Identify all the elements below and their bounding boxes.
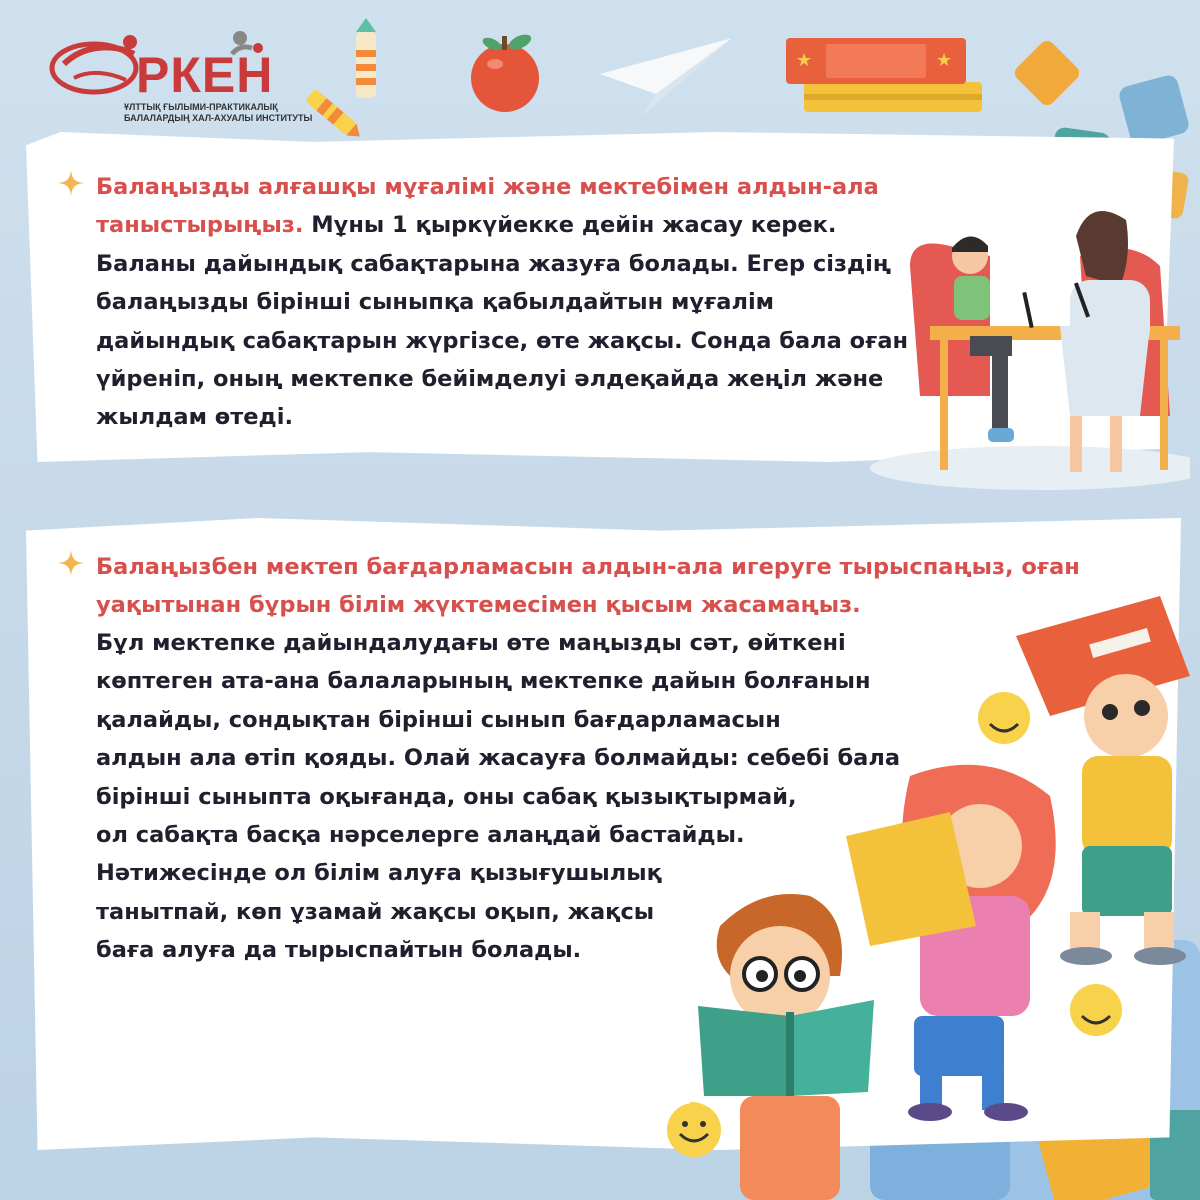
- crayon-icon: [346, 18, 386, 102]
- logo-emblem-icon: [44, 34, 144, 104]
- tip-2-line: танытпай, көп ұзамай жақсы оқып, жақсы: [96, 898, 655, 925]
- smiley-icon: [1070, 984, 1122, 1036]
- tip-2-line: баға алуға да тырыспайтын болады.: [96, 937, 582, 964]
- sparkle-star-icon: [58, 170, 84, 196]
- apple-icon: [462, 28, 548, 114]
- logo-title: РКЕН: [136, 47, 274, 103]
- tip-2-line: алдын ала өтіп қояды. Олай жасауға болмайды: себебі бала: [96, 745, 901, 772]
- smiley-icon: [664, 1100, 724, 1160]
- tip-2-line: ол сабақта басқа нәрселерге алаңдай бастайды.: [96, 822, 745, 849]
- sparkle-star-icon: [58, 550, 84, 576]
- institute-logo: [44, 28, 313, 128]
- tip-2-line: Бұл мектепке дайындалудағы өте маңызды сәт, өйткені: [96, 630, 846, 656]
- book-stack-icon: [786, 38, 986, 116]
- tip-1-body: Мұны 1 қыркүйекке дейін жасау керек. Баланы дайындық сабақтарына жазуға болады. Егер сіздің балаңызды бірінші сыныпқа қабылдайтын мұғалім дайындық сабақтарын жүргізсе, өте жақсы. Сонда бала оған үйреніп, оның мектепке бейімделуі әлдеқайда жеңіл және жылдам өтеді.: [96, 212, 909, 431]
- tip-2-heading: Балаңызбен мектеп бағдарламасын алдын-ала игеруге тырыспаңыз, оған уақытынан бұрын білім жүктемесімен қысым жасамаңыз.: [96, 554, 1080, 619]
- svg-text:★: ★: [796, 50, 813, 71]
- paper-plane-icon: [596, 34, 736, 118]
- smiley-icon: [978, 692, 1030, 744]
- tip-1-text: [96, 168, 916, 437]
- children-reading-illustration: [690, 596, 1200, 1200]
- tip-2-line: бірінші сыныпта оқығанда, оны сабақ қызықтырмай,: [96, 783, 797, 810]
- tip-2-line: Нәтижесінде ол білім алуға қызығушылық: [96, 860, 662, 887]
- tip-2-line: көптеген ата-ана балаларының мектепке дайын болғанын: [96, 668, 871, 695]
- tip-2-line: қалайды, сондықтан бірінші сынып бағдарламасын: [96, 706, 781, 733]
- logo-subtitle-line2: БАЛАЛАРДЫҢ ХАЛ-АХУАЛЫ ИНСТИТУТЫ: [124, 113, 313, 123]
- svg-text:★: ★: [936, 50, 953, 71]
- tip-1-heading: Балаңызды алғашқы мұғалімі және мектебімен алдын-ала таныстырыңыз.: [96, 174, 879, 239]
- logo-subtitle-line1: ҰЛТТЫҚ ҒЫЛЫМИ-ПРАКТИКАЛЫҚ: [124, 102, 278, 112]
- teacher-and-child-illustration: [870, 196, 1190, 496]
